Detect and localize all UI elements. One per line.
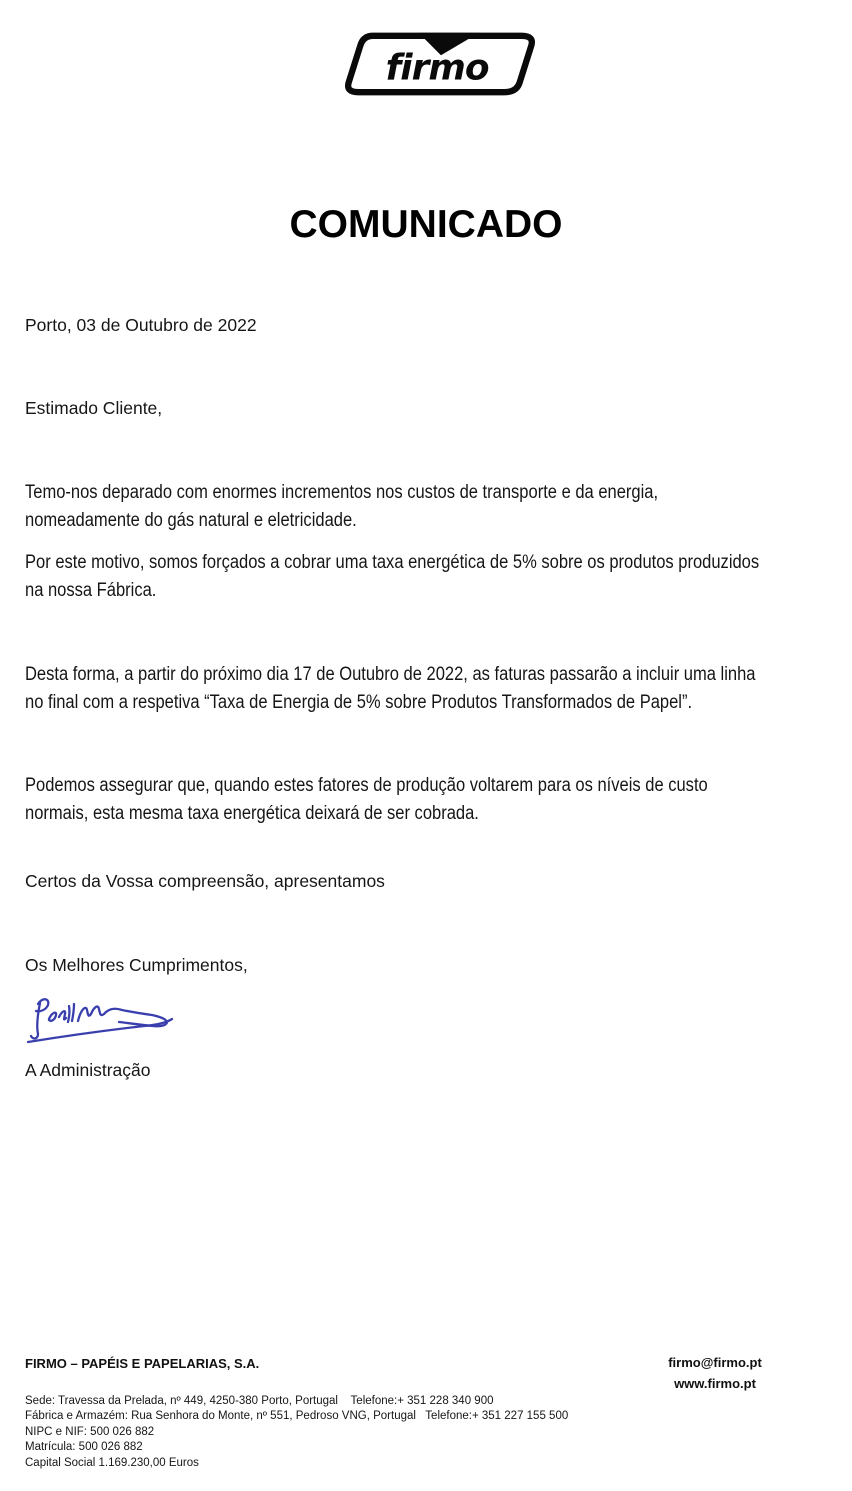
paragraph-line: Temo-nos deparado com enormes incrementos nos custos de transporte e da energia, [25, 482, 659, 503]
paragraph-line: no final com a respetiva “Taxa de Energia de 5% sobre Produtos Transformados de Papel”. [25, 692, 693, 713]
paragraph-invoices [25, 661, 755, 717]
footer-address-line-sede: Sede: Travessa da Prelada, nº 449, 4250-380 Porto, Portugal Telefone:+ 351 228 340 900 [25, 1395, 494, 1407]
logo-wordmark: firmo [385, 47, 489, 89]
footer-address-line-fabrica: Fábrica e Armazém: Rua Senhora do Monte, nº 551, Pedroso VNG, Portugal Telefone:+ 351 227 155 500 [25, 1410, 569, 1423]
paragraph-assurance [25, 772, 708, 828]
footer-company-name: FIRMO – PAPÉIS E PAPELARIAS, S.A. [25, 1356, 260, 1371]
paragraph-line: nomeadamente do gás natural e eletricidade. [25, 510, 357, 531]
footer-contact-block [650, 1352, 780, 1394]
signature-image [24, 994, 176, 1048]
paragraph-costs [25, 479, 658, 535]
firmo-logo [341, 30, 539, 98]
paragraph-line: normais, esta mesma taxa energética deixará de ser cobrada. [25, 803, 479, 824]
paragraph-line: Desta forma, a partir do próximo dia 17 de Outubro de 2022, as faturas passarão a incluir uma linha [25, 664, 756, 685]
footer-website: www.firmo.pt [674, 1376, 756, 1391]
paragraph-line: Podemos assegurar que, quando estes fatores de produção voltarem para os níveis de custo [25, 775, 708, 796]
footer-matricula: Matrícula: 500 026 882 [25, 1441, 143, 1454]
footer-address-block [25, 1394, 568, 1471]
footer-nipc-nif: NIPC e NIF: 500 026 882 [25, 1425, 155, 1438]
paragraph-line: Por este motivo, somos forçados a cobrar uma taxa energética de 5% sobre os produtos produzidos [25, 552, 760, 573]
paragraph-surcharge [25, 549, 759, 605]
page-title: COMUNICADO [289, 203, 563, 246]
date-line: Porto, 03 de Outubro de 2022 [25, 315, 257, 335]
paragraph-line: na nossa Fábrica. [25, 580, 157, 601]
signature-strokes [28, 999, 172, 1042]
closing-regards: Os Melhores Cumprimentos, [25, 955, 248, 975]
greeting: Estimado Cliente, [25, 398, 163, 418]
footer-email: firmo@firmo.pt [668, 1355, 762, 1370]
footer-capital-social: Capital Social 1.169.230,00 Euros [25, 1456, 199, 1469]
closing-understanding: Certos da Vossa compreensão, apresentamos [25, 871, 385, 891]
signer-name: A Administração [25, 1060, 151, 1080]
